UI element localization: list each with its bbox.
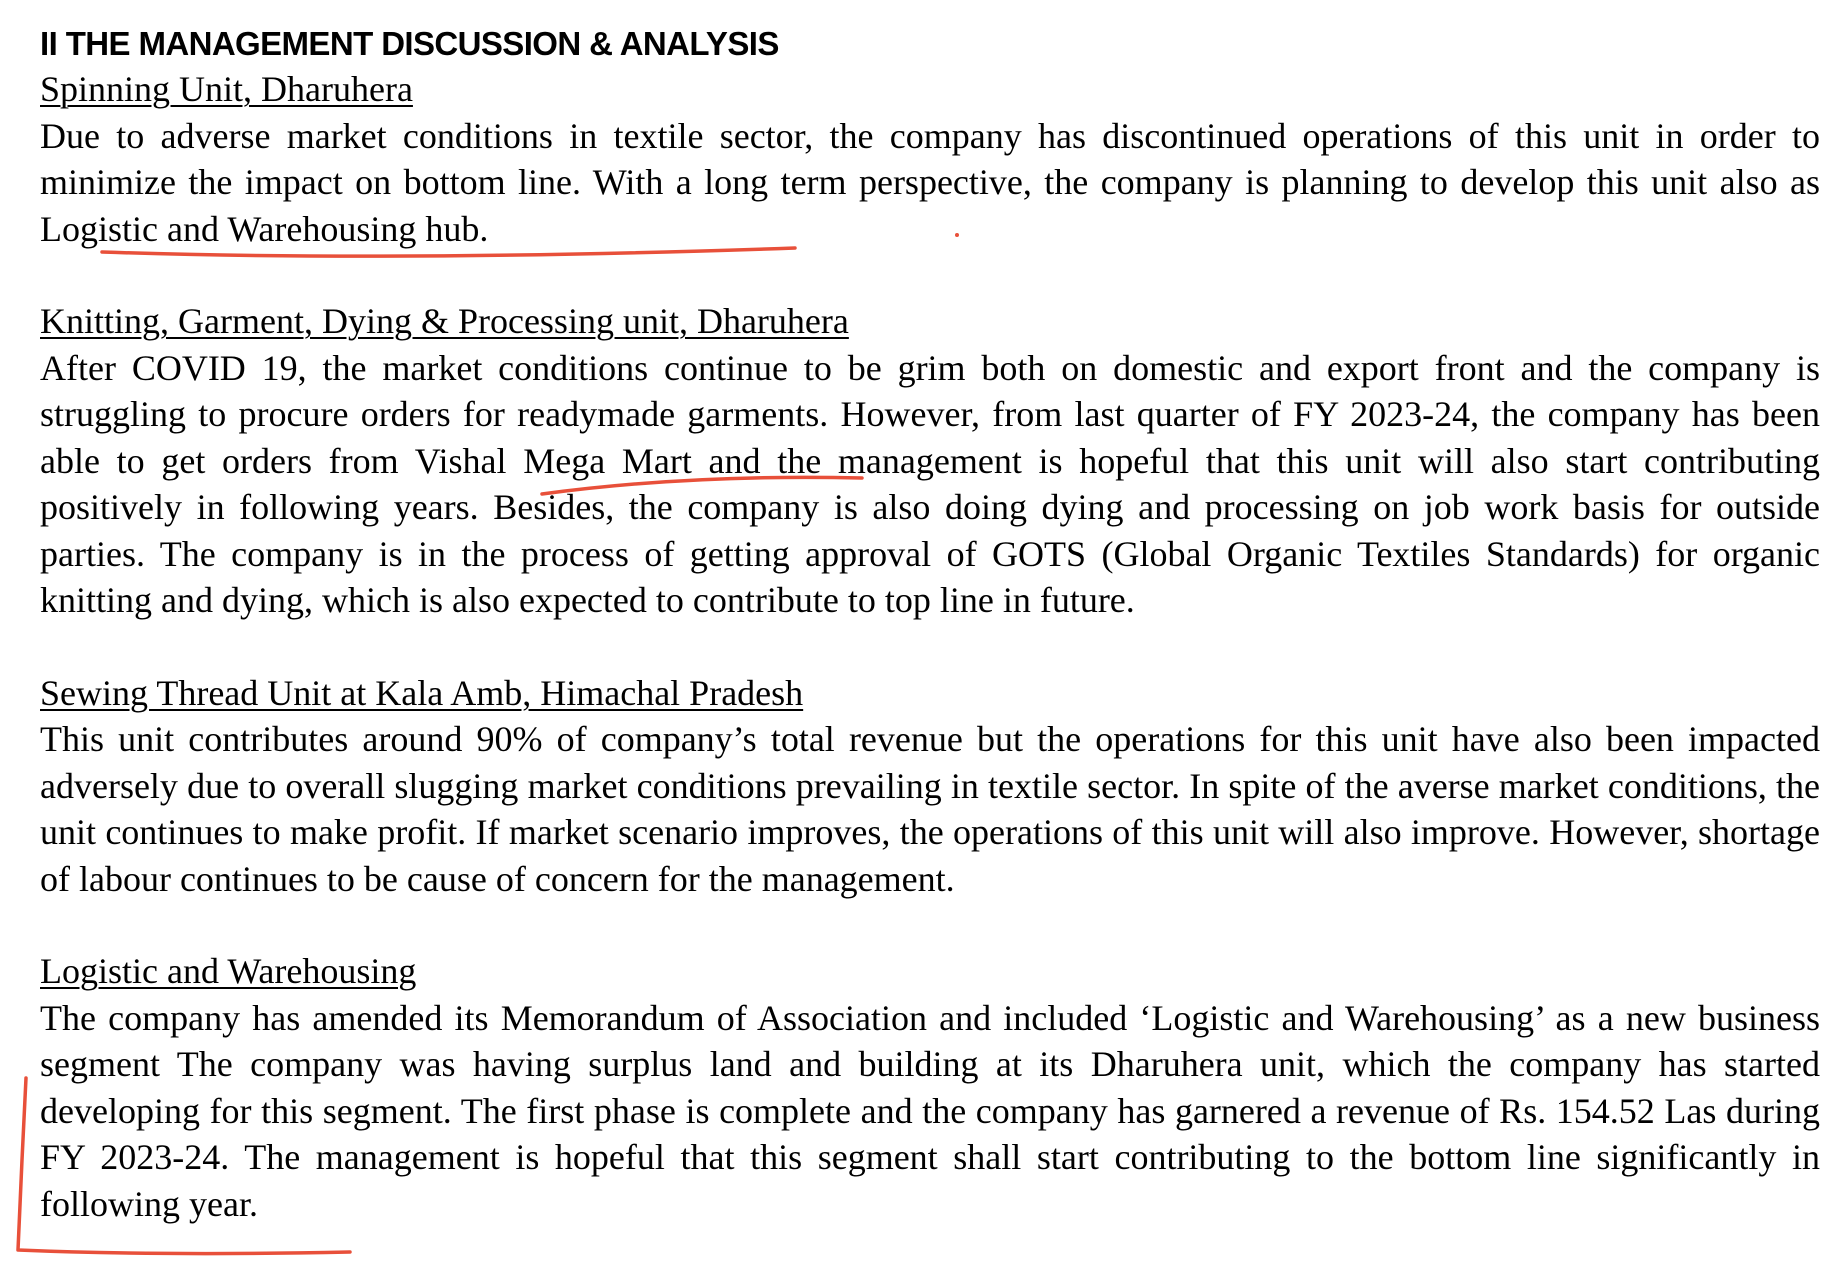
section-title: Logistic and Warehousing (40, 951, 417, 991)
section-knitting-unit (40, 298, 1820, 624)
section-title: Sewing Thread Unit at Kala Amb, Himachal Pradesh (40, 672, 804, 713)
section-logistic-warehousing (40, 948, 1820, 1227)
section-body: This unit contributes around 90% of company’s total revenue but the operations for this unit have also been impacted adversely due to overall slugging market conditions prevailing in textile sector. In spite of the averse market conditions, the unit continues to make profit. If market scenario improves, the operations of this unit will also improve. However, shortage of labour continues to be cause of concern for the management. (40, 719, 1820, 899)
section-spinning-unit (40, 66, 1820, 252)
section-sewing-thread-unit (40, 670, 1820, 903)
section-body: After COVID 19, the market conditions continue to be grim both on domestic and export front and the company is struggling to procure orders for readymade garments. However, from last quarter of FY 2023-24, the company has been able to get orders from Vishal Mega Mart and the management is hopeful that this unit will also start contributing positively in following years. Besides, the company is also doing dying and processing on job work basis for outside parties. The company is in the process of getting approval of GOTS (Global Organic Textiles Standards) for organic knitting and dying, which is also expected to contribute to top line in future. (40, 347, 1820, 620)
section-title: Knitting, Garment, Dying & Processing unit, Dharuhera (40, 301, 849, 341)
section-body: The company has amended its Memorandum of Association and included ‘Logistic and Warehousing’ as a new business segment The company was having surplus land and building at its Dharuhera unit, which the company has started developing for this segment. The first phase is complete and the company has garnered a revenue of Rs. 154.52 Las during FY 2023-24. The management is hopeful that this segment shall start contributing to the bottom line significantly in following year. (40, 997, 1820, 1224)
section-title: Spinning Unit, Dharuhera (40, 69, 413, 109)
document-page (40, 22, 1820, 1227)
document-heading: II THE MANAGEMENT DISCUSSION & ANALYSIS (40, 25, 779, 62)
section-body: Due to adverse market conditions in textile sector, the company has discontinued operations of this unit in order to minimize the impact on bottom line. With a long term perspective, the company is planning to develop this unit also as Logistic and Warehousing hub. (40, 115, 1820, 249)
